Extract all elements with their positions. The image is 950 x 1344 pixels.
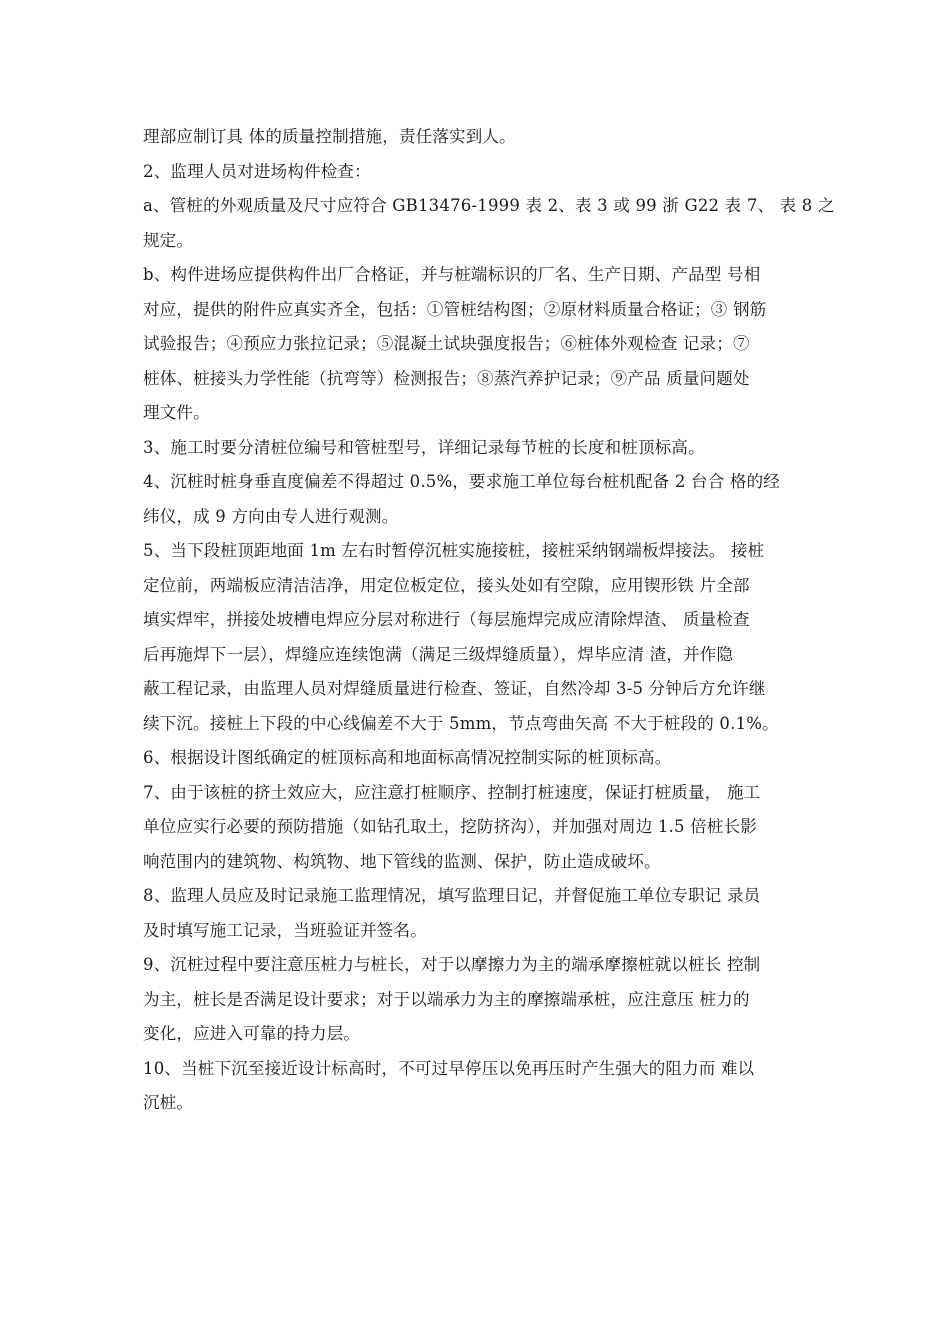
text-line: 纬仪，成 9 方向由专人进行观测。 <box>143 506 399 526</box>
text-line: 2、监理人员对进场构件检查： <box>143 161 371 181</box>
text-line: 蔽工程记录，由监理人员对焊缝质量进行检查、签证，自然冷却 3-5 分钟后方允许继 <box>143 679 766 698</box>
paragraph <box>143 431 823 466</box>
text-line: a、管桩的外观质量及尺寸应符合 GB13476-1999 表 2、表 3 或 99 浙 G22 表 7、 表 8 之 <box>143 196 835 215</box>
paragraph <box>143 948 823 1052</box>
text-line: 理部应制订具 体的质量控制措施，责任落实到人。 <box>143 127 516 146</box>
paragraph <box>143 155 823 190</box>
text-line: 及时填写施工记录，当班验证并签名。 <box>143 920 427 940</box>
text-line: 3、施工时要分清桩位编号和管桩型号，详细记录每节桩的长度和桩顶标高。 <box>143 437 705 457</box>
text-line: 理文件。 <box>143 403 210 422</box>
paragraph <box>143 465 823 534</box>
text-line: 对应，提供的附件应真实齐全，包括：①管桩结构图；②原材料质量合格证；③ 钢筋 <box>143 299 767 319</box>
paragraph <box>143 534 823 741</box>
text-line: 试验报告；④预应力张拉记录；⑤混凝土试块强度报告；⑥桩体外观检查 记录；⑦ <box>143 334 750 353</box>
text-line: 填实焊牢，拼接处坡槽电焊应分层对称进行（每层施焊完成应清除焊渣、 质量检查 <box>143 610 750 629</box>
text-line: 单位应实行必要的预防措施（如钻孔取土，挖防挤沟），并加强对周边 1.5 倍桩长影 <box>143 817 757 836</box>
text-line: 4、沉桩时桩身垂直度偏差不得超过 0.5%，要求施工单位每台桩机配备 2 台合 格的经 <box>143 472 780 491</box>
paragraph <box>143 120 823 155</box>
text-line: 规定。 <box>143 230 194 250</box>
text-line: 8、监理人员应及时记录施工监理情况，填写监理日记，并督促施工单位专职记 录员 <box>143 886 761 905</box>
text-line: 桩体、桩接头力学性能（抗弯等）检测报告；⑧蒸汽养护记录；⑨产品 质量问题处 <box>143 368 750 388</box>
text-line: b、构件进场应提供构件出厂合格证，并与桩端标识的厂名、生产日期、产品型 号相 <box>143 265 761 284</box>
text-line: 10、当桩下沉至接近设计标高时，不可过早停压以免再压时产生强大的阻力而 难以 <box>143 1058 755 1078</box>
text-line: 响范围内的建筑物、构筑物、地下管线的监测、保护，防止造成破坏。 <box>143 851 661 871</box>
text-line: 后再施焊下一层），焊缝应连续饱满（满足三级焊缝质量），焊毕应清 渣，并作隐 <box>143 644 734 664</box>
paragraph <box>143 1052 823 1121</box>
paragraph <box>143 776 823 880</box>
document-body <box>143 120 835 1121</box>
text-line: 沉桩。 <box>143 1093 194 1112</box>
paragraph <box>143 258 823 431</box>
text-line: 定位前，两端板应清洁洁净，用定位板定位，接头处如有空隙，应用锲形铁 片全部 <box>143 575 750 595</box>
text-line: 5、当下段桩顶距地面 1m 左右时暂停沉桩实施接桩，接桩采纳钢端板焊接法。 接桩 <box>143 541 765 560</box>
text-line: 7、由于该桩的挤土效应大，应注意打桩顺序、控制打桩速度，保证打桩质量， 施工 <box>143 782 761 802</box>
paragraph <box>143 189 835 258</box>
text-line: 变化，应进入可靠的持力层。 <box>143 1024 361 1043</box>
paragraph <box>143 741 823 776</box>
paragraph <box>143 879 823 948</box>
text-line: 为主，桩长是否满足设计要求；对于以端承力为主的摩擦端承桩，应注意压 桩力的 <box>143 989 750 1009</box>
text-line: 续下沉。接桩上下段的中心线偏差不大于 5mm，节点弯曲矢高 不大于桩段的 0.1%。 <box>143 713 779 733</box>
text-line: 9、沉桩过程中要注意压桩力与桩长，对于以摩擦力为主的端承摩擦桩就以桩长 控制 <box>143 955 761 974</box>
text-line: 6、根据设计图纸确定的桩顶标高和地面标高情况控制实际的桩顶标高。 <box>143 748 672 767</box>
